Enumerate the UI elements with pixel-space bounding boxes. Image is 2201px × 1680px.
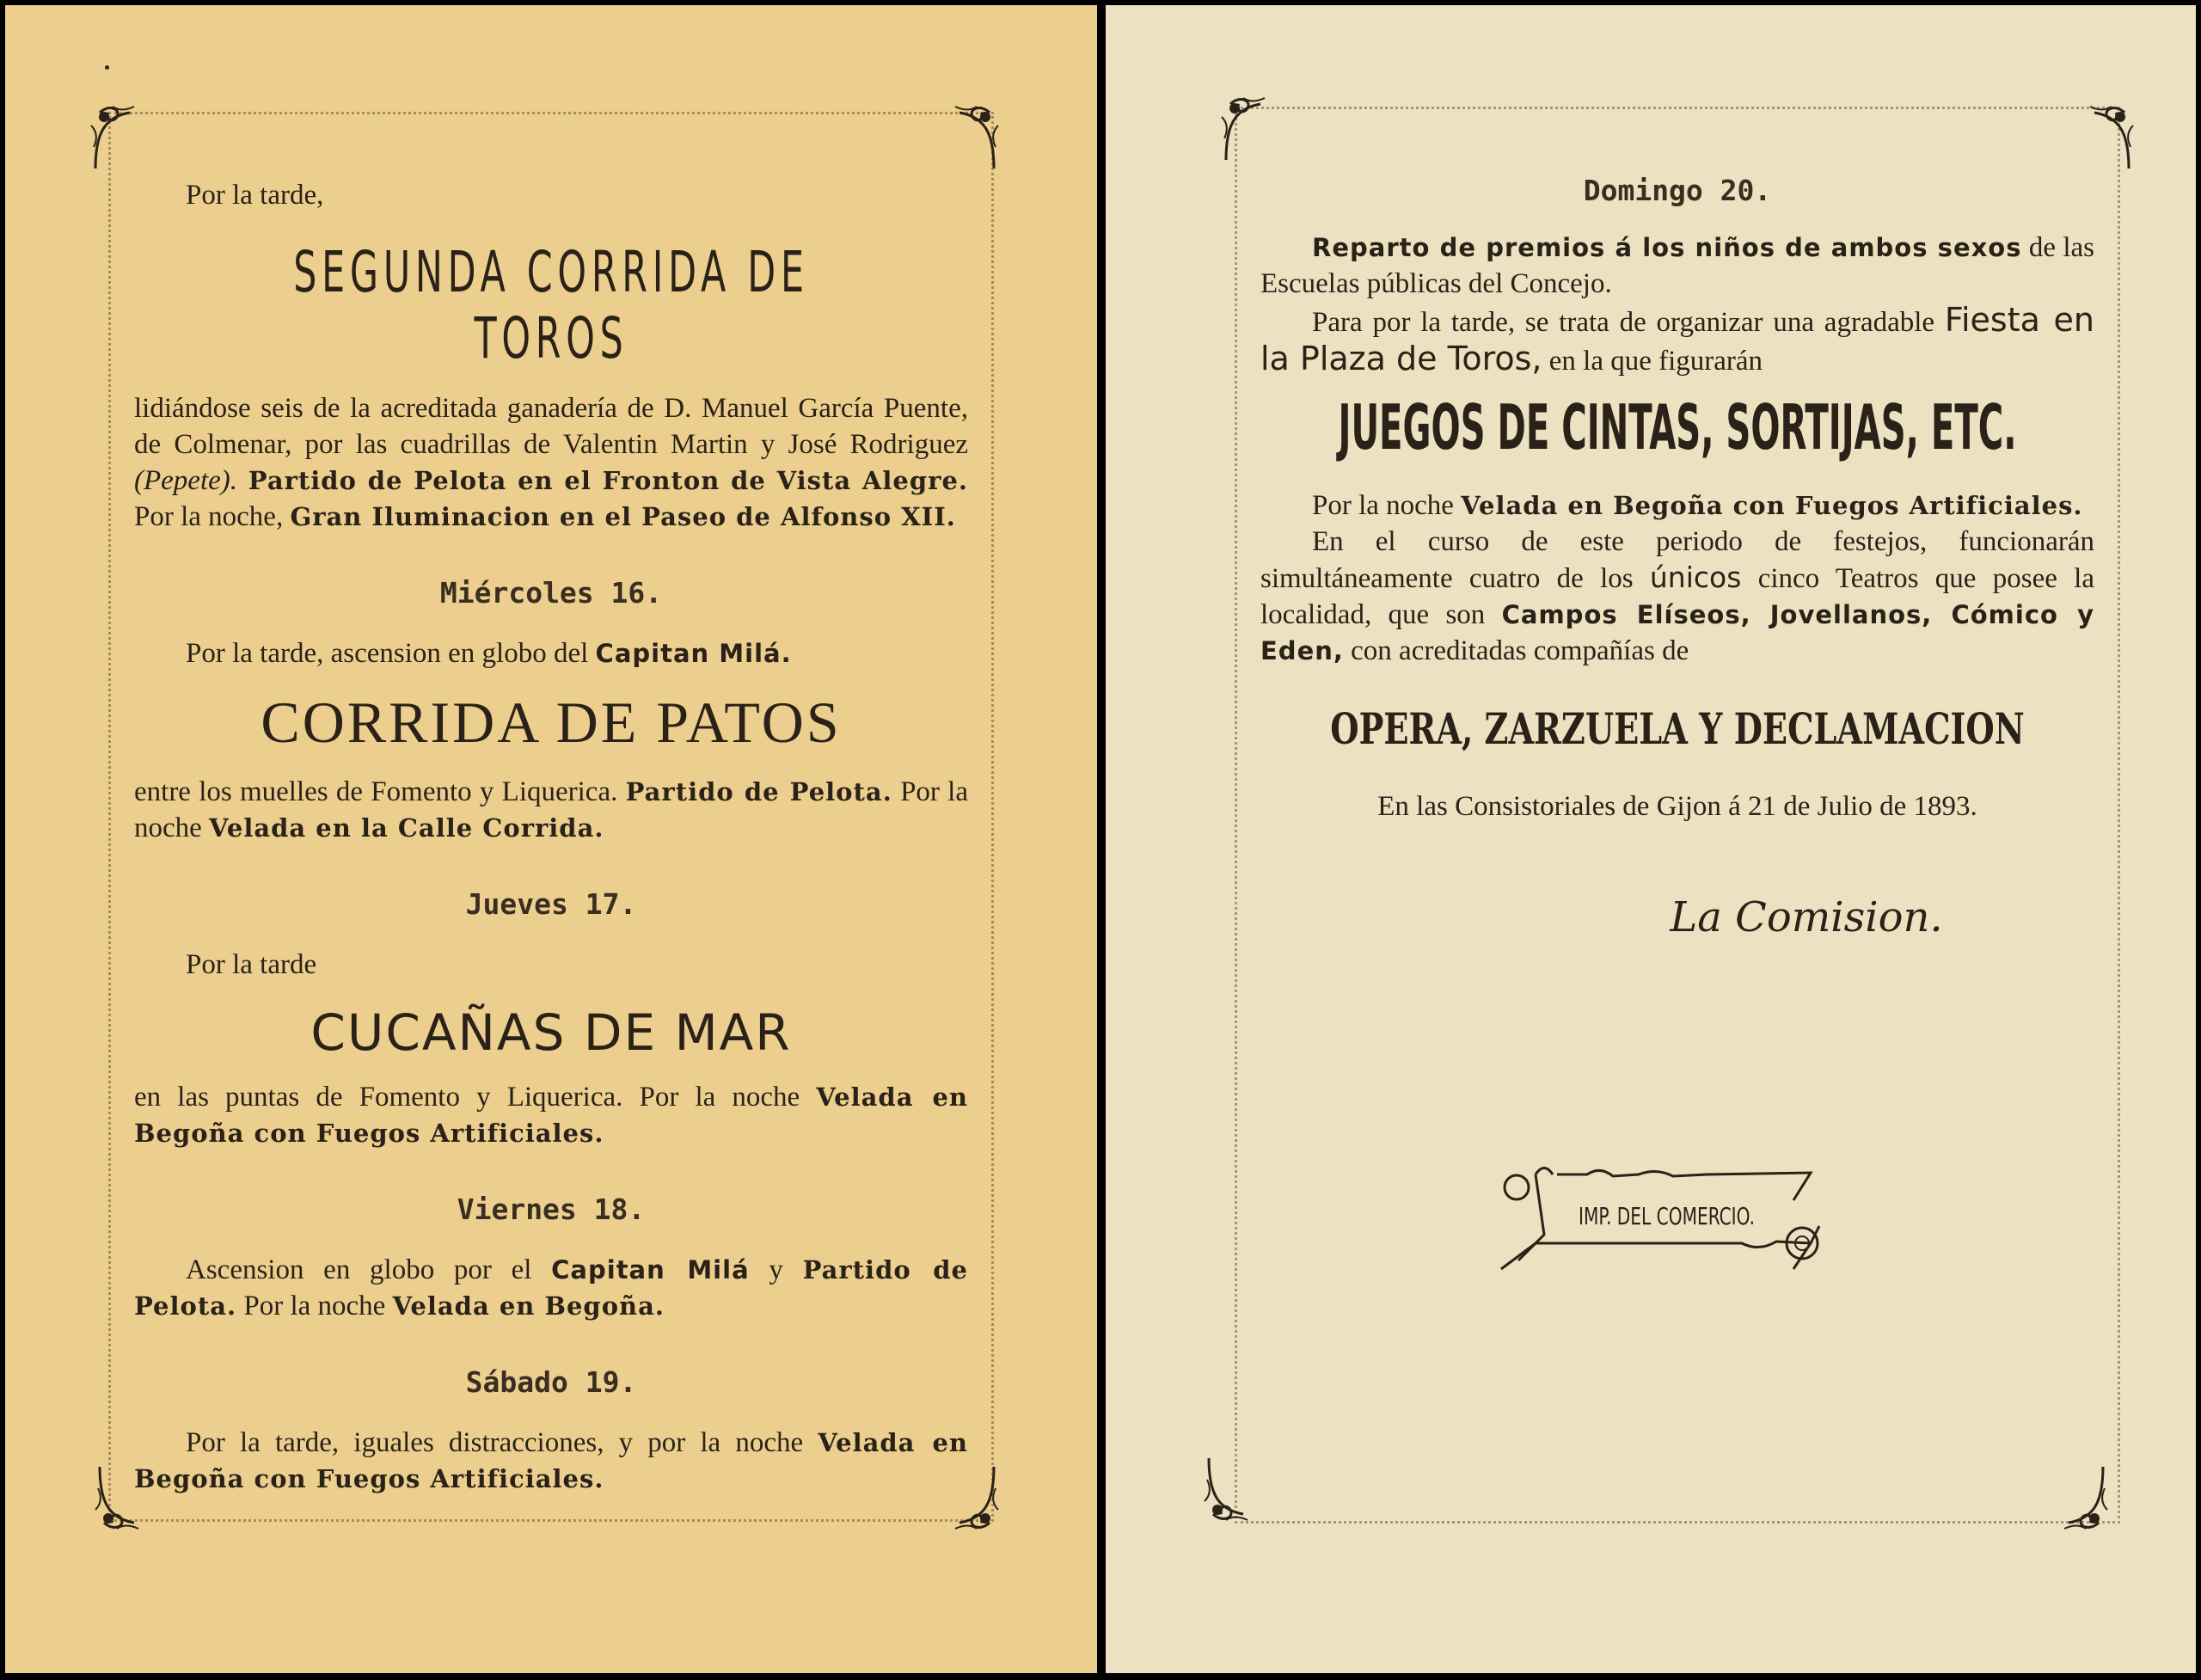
paragraph-16: Por la tarde, ascension en globo del Capitan Milá. [186, 638, 792, 669]
paragraph-19: Por la tarde, iguales distracciones, y por la noche Velada en Begoña con Fuegos Artificiales. [134, 1427, 969, 1493]
paragraph-cucanas: en las puntas de Fomento y Liquerica. Por la noche Velada en Begoña con Fuegos Artificiales. [134, 1082, 968, 1148]
signature-la-comision: La Comision. [1670, 893, 1943, 941]
left-page-content [134, 134, 968, 1497]
heading-corrida-patos: CORRIDA DE PATOS [261, 690, 842, 755]
paragraph-patos: entre los muelles de Fomento y Liquerica. Partido de Pelota. Por la noche Velada en la Calle Corrida. [134, 776, 968, 843]
corner-ornament-icon [2034, 1458, 2112, 1536]
left-page [5, 5, 1097, 1673]
day-heading-19: Sábado 19. [465, 1365, 637, 1399]
day-heading-18: Viernes 18. [457, 1193, 646, 1226]
heading-cucanas-mar: CUCAÑAS DE MAR [310, 1003, 792, 1062]
printer-stamp [1484, 1157, 1845, 1278]
printer-name: IMP. DEL COMERCIO. [1579, 1202, 1755, 1230]
right-page [1106, 5, 2196, 1673]
paragraph-fiesta: Para por la tarde, se trata de organizar una agradable Fiesta en la Plaza de Toros, en la que figurarán [1260, 301, 2094, 377]
day-heading-20: Domingo 20. [1583, 174, 1772, 207]
paragraph-reparto: Reparto de premios á los niños de ambos sexos de las Escuelas públicas del Concejo. [1260, 232, 2094, 299]
intro-text: Por la tarde, [186, 180, 324, 211]
place-date: En las Consistoriales de Gijon á 21 de Julio de 1893. [1377, 791, 1977, 822]
intro-17: Por la tarde [186, 949, 317, 980]
day-heading-17: Jueves 17. [465, 887, 637, 921]
right-page-content [1260, 134, 2094, 941]
heading-juegos-cintas: JUEGOS DE CINTAS, SORTIJAS, ETC. [1338, 391, 2017, 463]
paragraph-noche: Por la noche Velada en Begoña con Fuegos Artificiales. [1312, 490, 2083, 521]
heading-opera-zarzuela: OPERA, ZARZUELA Y DECLAMACION [1330, 703, 2025, 754]
paragraph-18: Ascension en globo por el Capitan Milá y Partido de Pelota. Por la noche Velada en Begoña. [134, 1254, 968, 1321]
paragraph-teatros: En el curso de este periodo de festejos, funcionarán simultáneamente cuatro de los únicos cinco Teatros que posee la localidad, que son Campos Elíseos, Jovellanos, Cómico y Eden, con acreditadas compañías de [1260, 526, 2095, 666]
day-heading-16: Miércoles 16. [439, 576, 663, 610]
ink-speck [105, 65, 109, 70]
paragraph-toros: lidiándose seis de la acreditada ganadería de D. Manuel García Puente, de Colmenar, por las cuadrillas de Valentin Martin y José Rodriguez (Pepete). Partido de Pelota en el Fronton de Vista Alegre. Por la noche, Gran Iluminacion en el Paseo de Alfonso XII. [134, 393, 968, 532]
heading-segunda-corrida: SEGUNDA CORRIDA DE TOROS [293, 239, 809, 371]
corner-ornament-icon [1200, 1450, 1278, 1527]
